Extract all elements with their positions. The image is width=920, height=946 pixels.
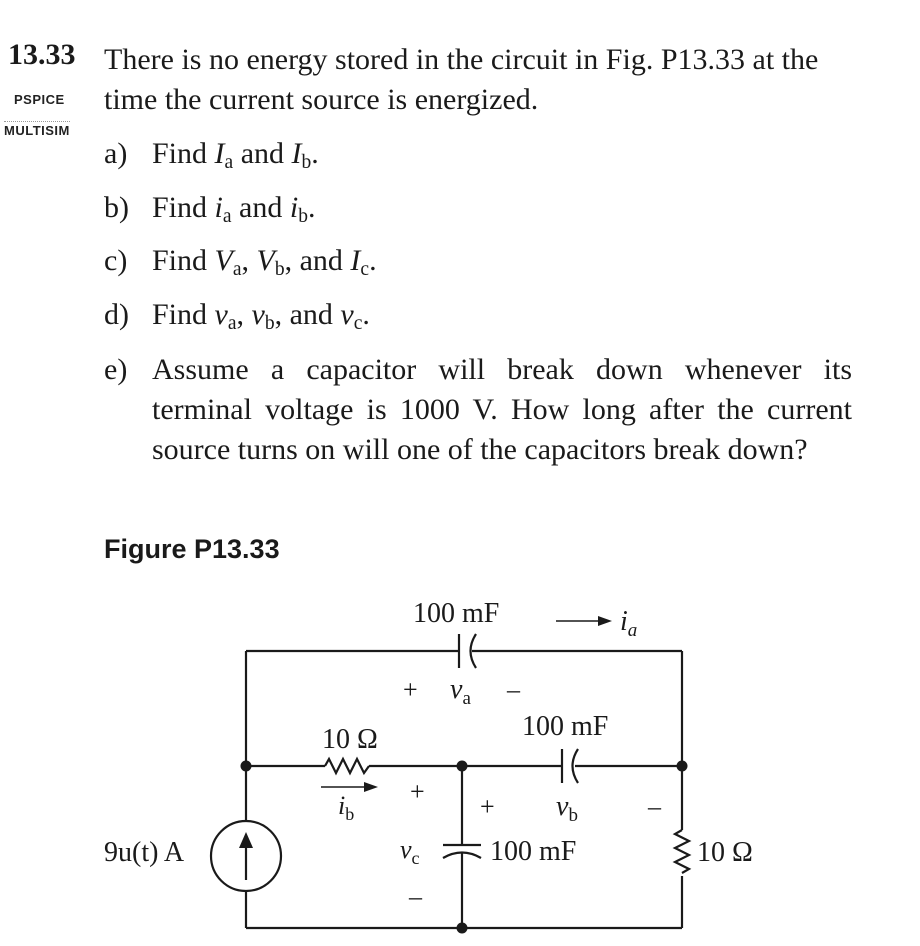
part-a-text: Find xyxy=(152,137,215,170)
part-e-text: Assume a capacitor will break down whenever its terminal voltage is 1000 V. How long after the current source turns on will one of the capacitors break down? xyxy=(152,353,852,466)
cap-mid-label: 100 mF xyxy=(522,711,609,742)
sub: b xyxy=(301,151,312,173)
sub: a xyxy=(222,205,232,227)
ib-var: i xyxy=(338,791,346,820)
part-b-label: b) xyxy=(104,191,129,224)
var: V xyxy=(214,244,233,277)
va-sub: a xyxy=(462,688,471,709)
ib-arrow-head xyxy=(364,782,378,792)
cap-top-label: 100 mF xyxy=(413,598,500,629)
node-dot xyxy=(677,761,688,772)
cap-top-plate-2 xyxy=(471,634,477,668)
vc-sub: c xyxy=(411,848,420,868)
var: I xyxy=(350,244,361,277)
part-b-text: Find xyxy=(152,191,215,224)
var: v xyxy=(214,298,228,331)
vb-label xyxy=(556,791,578,826)
va-minus: – xyxy=(507,675,520,704)
res-left-label: 10 Ω xyxy=(322,724,378,755)
vc-var: v xyxy=(400,835,412,864)
multisim-tag: MULTISIM xyxy=(4,123,70,138)
source-label: 9u(t) A xyxy=(104,837,185,868)
vc-label xyxy=(400,835,420,868)
vb-minus: – xyxy=(648,792,661,821)
sub: a xyxy=(232,258,242,280)
period: . xyxy=(369,244,377,277)
part-d-text: , xyxy=(236,298,252,331)
part-c-text: , xyxy=(241,244,257,277)
part-d-label: d) xyxy=(104,298,129,331)
cap-vert-plate-2 xyxy=(443,853,481,859)
sub: b xyxy=(298,205,308,227)
part-e-label: e) xyxy=(104,353,128,386)
ia-label xyxy=(620,606,637,641)
vb-var: v xyxy=(556,791,569,822)
edge-fragment xyxy=(906,74,914,108)
pspice-tag: PSPICE xyxy=(14,92,65,107)
node-dot xyxy=(457,761,468,772)
sub: a xyxy=(224,151,234,173)
va-var: v xyxy=(450,674,463,705)
period: . xyxy=(362,298,370,331)
ia-var: i xyxy=(620,606,628,637)
node-dot xyxy=(241,761,252,772)
vc-minus: – xyxy=(409,882,422,911)
cap-mid-plate-2 xyxy=(573,749,579,783)
part-d xyxy=(104,295,370,344)
cap-vert-label: 100 mF xyxy=(490,836,577,867)
current-source-circle xyxy=(211,821,281,891)
problem-number: 13.33 xyxy=(8,38,76,71)
part-c-text: , and xyxy=(284,244,351,277)
period: . xyxy=(311,137,319,170)
vb-plus: + xyxy=(480,792,495,821)
va-plus: + xyxy=(403,675,418,704)
vb-sub: b xyxy=(568,805,578,826)
var: v xyxy=(340,298,354,331)
ia-sub: a xyxy=(627,620,638,641)
problem-statement: There is no energy stored in the circuit in Fig. P13.33 at the time the current source is energized. xyxy=(104,43,819,116)
part-d-text: Find xyxy=(152,298,215,331)
vc-plus: + xyxy=(410,777,425,806)
part-c-label: c) xyxy=(104,244,128,277)
part-d-text: , and xyxy=(274,298,341,331)
part-a xyxy=(104,134,319,183)
res-right-label: 10 Ω xyxy=(697,837,753,868)
part-b xyxy=(104,188,315,237)
period: . xyxy=(307,191,316,224)
node-dot xyxy=(457,923,468,934)
var: I xyxy=(214,137,225,170)
resistor-left xyxy=(325,759,369,773)
ib-sub: b xyxy=(345,804,355,824)
var: i xyxy=(214,191,223,224)
sub: c xyxy=(360,258,370,280)
part-a-text: and xyxy=(233,137,292,170)
current-source-arrow-head xyxy=(239,832,253,848)
figure-title: Figure P13.33 xyxy=(104,534,280,564)
va-label xyxy=(450,674,471,709)
sub: c xyxy=(353,312,363,334)
ib-label xyxy=(338,791,354,824)
var: v xyxy=(251,298,265,331)
part-a-label: a) xyxy=(104,137,128,170)
sub: a xyxy=(227,312,237,334)
part-b-text: and xyxy=(231,191,290,224)
ia-arrow-head xyxy=(598,616,612,626)
var: i xyxy=(289,191,299,224)
var: V xyxy=(256,244,275,277)
sub: b xyxy=(274,258,285,280)
var: I xyxy=(291,137,302,170)
sub: b xyxy=(264,312,275,334)
part-c-text: Find xyxy=(152,244,215,277)
part-c xyxy=(104,241,377,290)
resistor-right xyxy=(675,830,689,873)
